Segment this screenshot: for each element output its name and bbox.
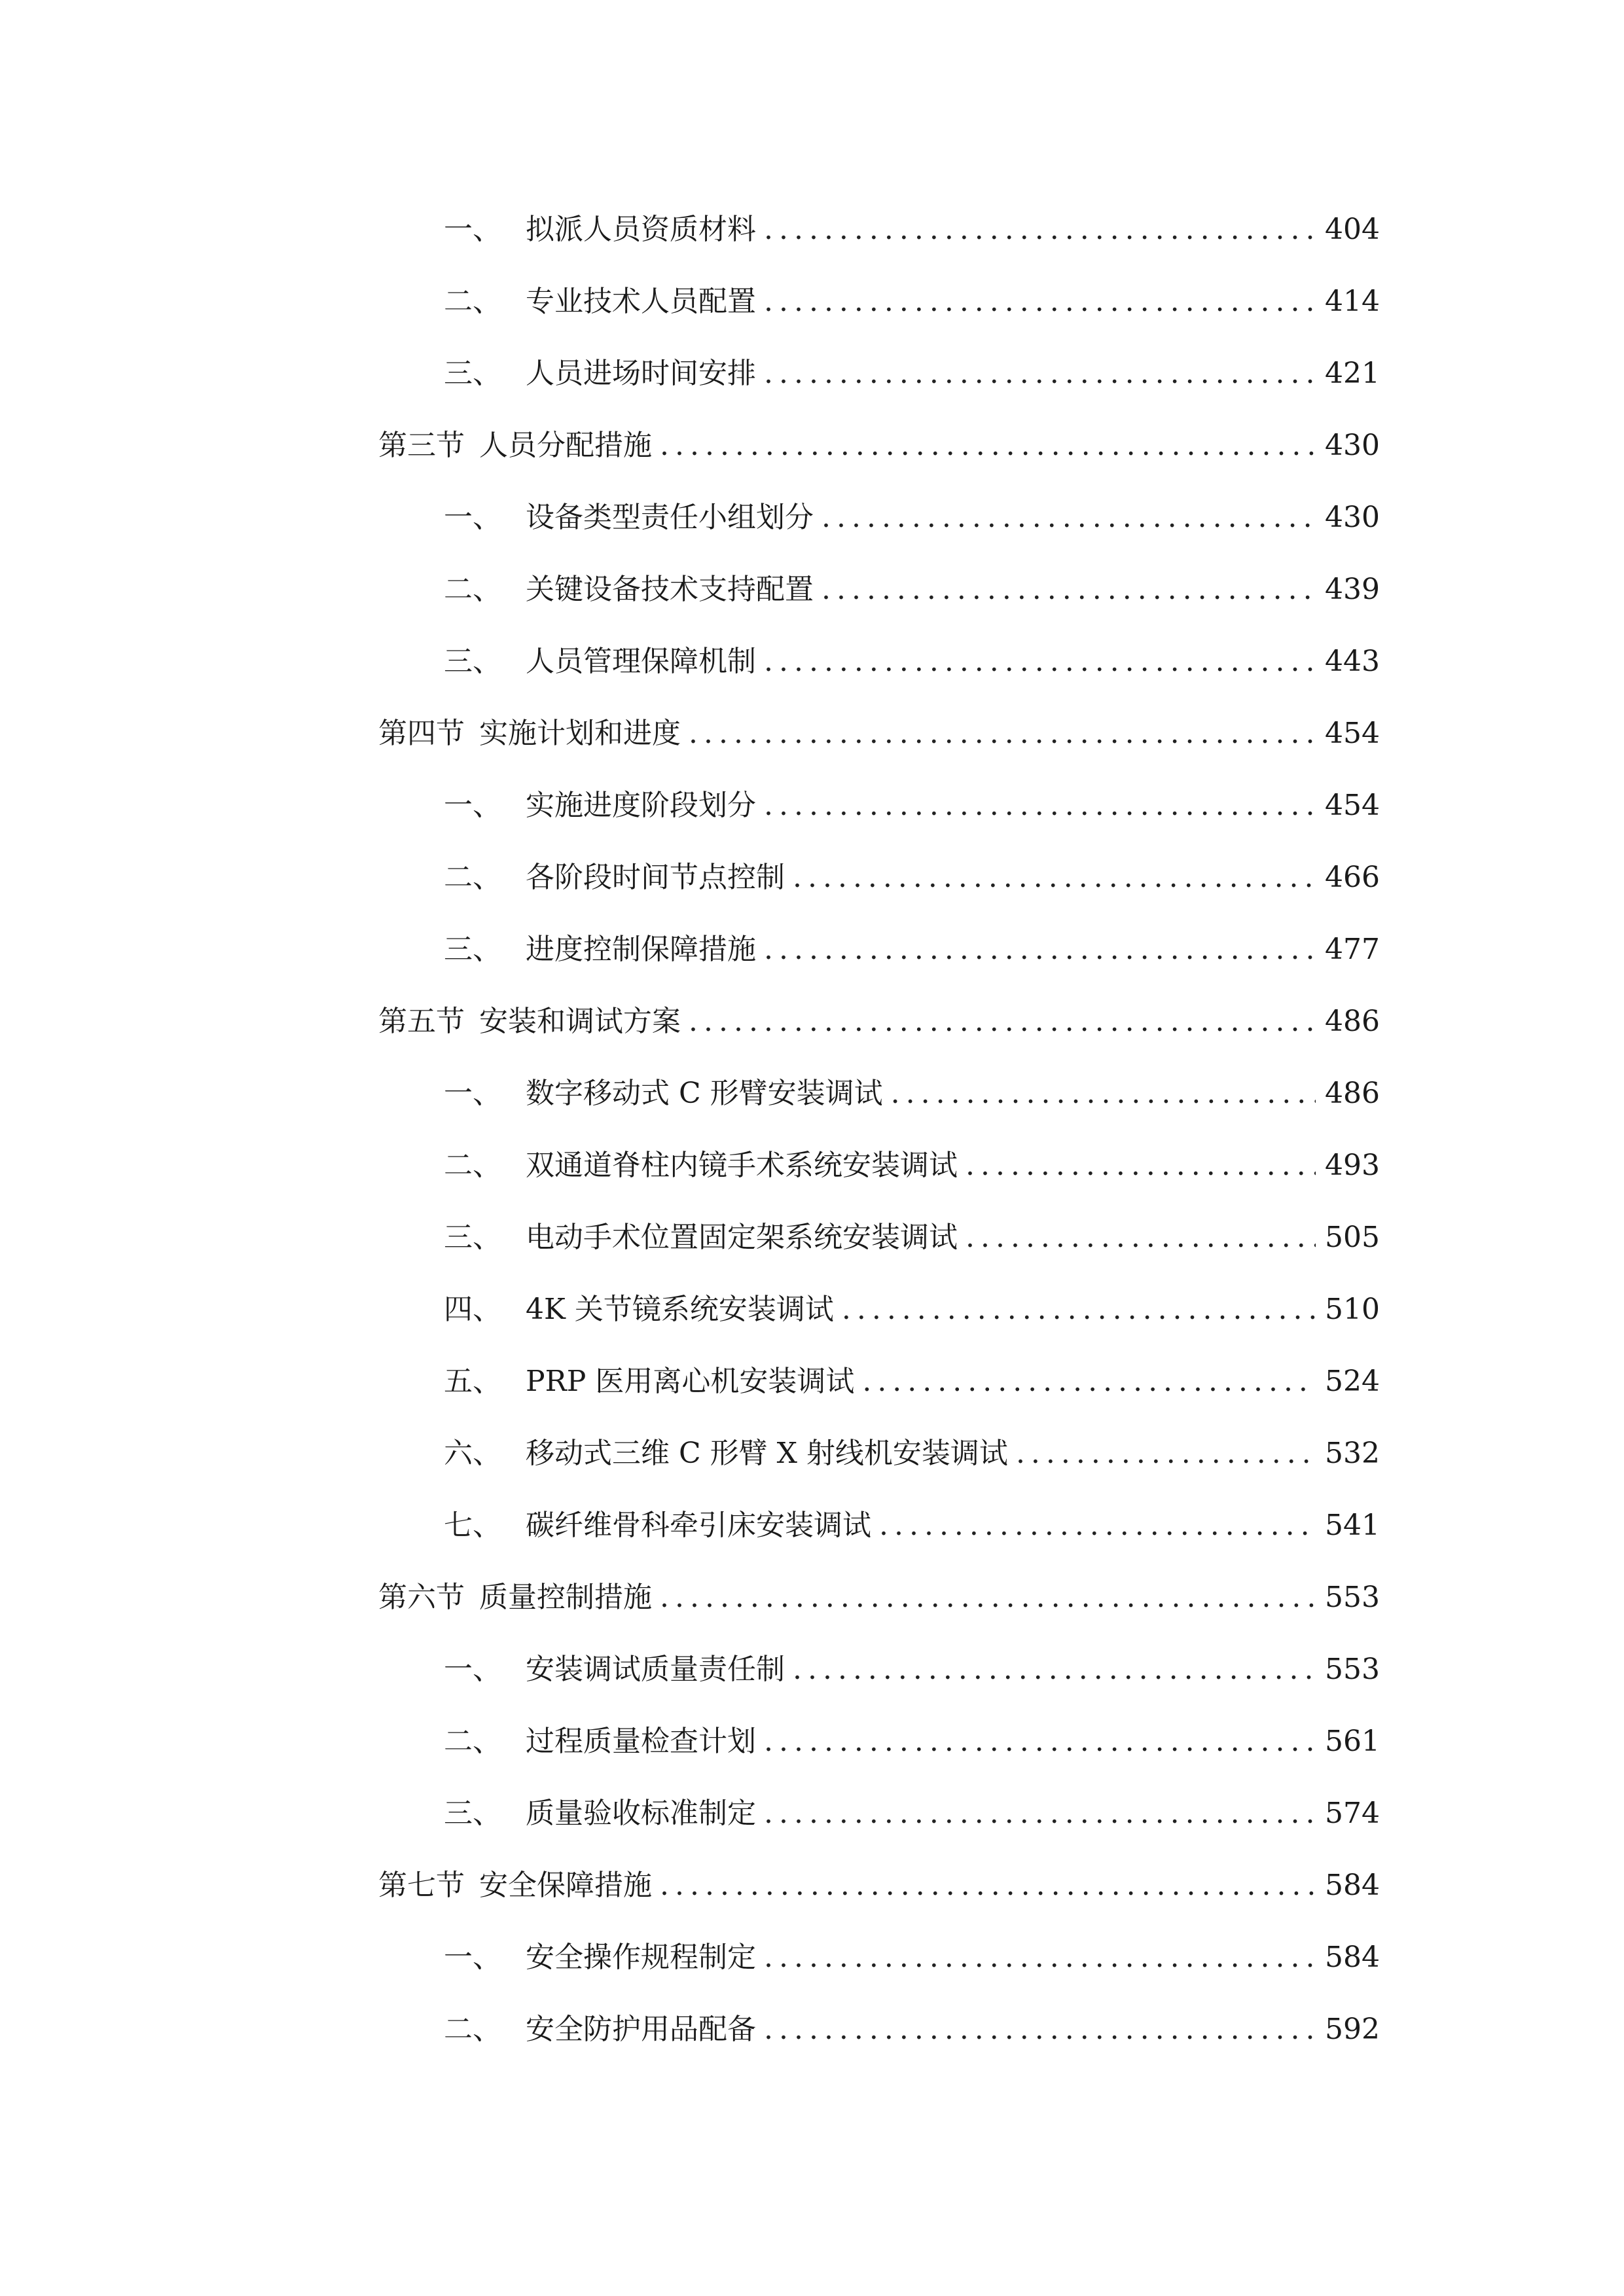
toc-subsection-entry[interactable] (378, 626, 1380, 698)
toc-subsection-entry[interactable] (378, 914, 1380, 986)
toc-subsection-entry[interactable] (378, 770, 1380, 842)
toc-entry-page-number: 574 (1325, 1797, 1380, 1830)
toc-entry-page-number: 524 (1325, 1365, 1380, 1398)
toc-entry-title: 安全防护用品配备 (526, 2013, 756, 2046)
toc-section-entry[interactable] (378, 698, 1380, 770)
toc-dot-leader (764, 1922, 1316, 1994)
toc-entry-page-number: 541 (1325, 1509, 1380, 1542)
toc-entry-number: 二、 (444, 2013, 501, 2046)
toc-subsection-entry[interactable] (378, 338, 1380, 410)
toc-dot-leader (821, 482, 1316, 554)
toc-section-entry[interactable] (378, 986, 1380, 1058)
toc-entry-number: 二、 (444, 1725, 501, 1758)
toc-dot-leader (879, 1490, 1316, 1562)
toc-dot-leader (660, 1562, 1316, 1634)
toc-entry-title: 4K 关节镜系统安装调试 (526, 1293, 834, 1326)
toc-entry-title: 专业技术人员配置 (526, 285, 756, 318)
toc-entry-page-number: 493 (1325, 1149, 1380, 1182)
toc-entry-title: PRP 医用离心机安装调试 (526, 1365, 855, 1398)
toc-entry-number: 二、 (444, 1149, 501, 1182)
toc-dot-leader (793, 842, 1316, 914)
toc-dot-leader (764, 338, 1316, 410)
toc-entry-title: 过程质量检查计划 (526, 1725, 756, 1758)
toc-subsection-entry[interactable] (378, 194, 1380, 266)
toc-entry-number: 三、 (444, 357, 501, 390)
toc-entry-title: 安全操作规程制定 (526, 1941, 756, 1974)
toc-entry-page-number: 510 (1325, 1293, 1380, 1326)
toc-dot-leader (764, 770, 1316, 842)
toc-subsection-entry[interactable] (378, 482, 1380, 554)
toc-section-entry[interactable] (378, 1562, 1380, 1634)
toc-entry-page-number: 454 (1325, 717, 1380, 750)
toc-entry-page-number: 584 (1325, 1941, 1380, 1974)
toc-entry-page-number: 486 (1325, 1005, 1380, 1038)
toc-subsection-entry[interactable] (378, 1634, 1380, 1706)
toc-entry-page-number: 430 (1325, 429, 1380, 462)
toc-entry-page-number: 553 (1325, 1653, 1380, 1686)
toc-entry-page-number: 486 (1325, 1077, 1380, 1110)
toc-subsection-entry[interactable] (378, 1778, 1380, 1850)
toc-entry-number: 七、 (444, 1509, 501, 1542)
toc-dot-leader (764, 1994, 1316, 2066)
toc-dot-leader (1016, 1418, 1316, 1490)
toc-entry-number: 三、 (444, 1797, 501, 1830)
toc-entry-title: 关键设备技术支持配置 (526, 573, 814, 606)
toc-entry-number: 三、 (444, 645, 501, 678)
toc-subsection-entry[interactable] (378, 1130, 1380, 1202)
toc-subsection-entry[interactable] (378, 842, 1380, 914)
toc-dot-leader (689, 698, 1316, 770)
toc-dot-leader (821, 554, 1316, 626)
toc-entry-number: 六、 (444, 1437, 501, 1470)
toc-entry-title: 质量控制措施 (479, 1581, 652, 1614)
toc-entry-number: 一、 (444, 1653, 501, 1686)
toc-dot-leader (842, 1274, 1316, 1346)
toc-entry-number: 二、 (444, 285, 501, 318)
toc-subsection-entry[interactable] (378, 266, 1380, 338)
toc-subsection-entry[interactable] (378, 554, 1380, 626)
toc-subsection-entry[interactable] (378, 1706, 1380, 1778)
toc-dot-leader (764, 1778, 1316, 1850)
toc-entry-page-number: 561 (1325, 1725, 1380, 1758)
toc-subsection-entry[interactable] (378, 1202, 1380, 1274)
toc-entry-page-number: 592 (1325, 2013, 1380, 2046)
toc-dot-leader (764, 266, 1316, 338)
toc-subsection-entry[interactable] (378, 1274, 1380, 1346)
toc-entry-number: 二、 (444, 861, 501, 894)
table-of-contents (378, 194, 1380, 2066)
toc-entry-page-number: 414 (1325, 285, 1380, 318)
toc-dot-leader (891, 1058, 1316, 1130)
toc-entry-number: 二、 (444, 573, 501, 606)
toc-entry-title: 实施计划和进度 (479, 717, 681, 750)
toc-entry-number: 四、 (444, 1293, 501, 1326)
toc-dot-leader (764, 914, 1316, 986)
toc-entry-title: 各阶段时间节点控制 (526, 861, 785, 894)
toc-entry-page-number: 421 (1325, 357, 1380, 390)
toc-entry-page-number: 532 (1325, 1437, 1380, 1470)
toc-entry-title: 拟派人员资质材料 (526, 213, 756, 246)
toc-entry-number: 第六节 (378, 1581, 465, 1614)
toc-entry-number: 一、 (444, 1077, 501, 1110)
toc-dot-leader (764, 1706, 1316, 1778)
toc-entry-page-number: 443 (1325, 645, 1380, 678)
toc-entry-title: 质量验收标准制定 (526, 1797, 756, 1830)
toc-entry-number: 第七节 (378, 1869, 465, 1902)
toc-entry-number: 三、 (444, 1221, 501, 1254)
toc-entry-number: 一、 (444, 789, 501, 822)
toc-entry-page-number: 430 (1325, 501, 1380, 534)
toc-dot-leader (660, 410, 1316, 482)
toc-subsection-entry[interactable] (378, 1418, 1380, 1490)
toc-dot-leader (764, 626, 1316, 698)
toc-subsection-entry[interactable] (378, 1994, 1380, 2066)
toc-entry-number: 一、 (444, 213, 501, 246)
toc-section-entry[interactable] (378, 1850, 1380, 1922)
toc-entry-number: 一、 (444, 501, 501, 534)
toc-dot-leader (965, 1202, 1316, 1274)
toc-entry-page-number: 584 (1325, 1869, 1380, 1902)
toc-dot-leader (793, 1634, 1316, 1706)
toc-entry-title: 进度控制保障措施 (526, 933, 756, 966)
toc-dot-leader (965, 1130, 1316, 1202)
toc-entry-title: 双通道脊柱内镜手术系统安装调试 (526, 1149, 958, 1182)
toc-entry-title: 碳纤维骨科牵引床安装调试 (526, 1509, 871, 1542)
toc-dot-leader (660, 1850, 1316, 1922)
toc-entry-number: 第四节 (378, 717, 465, 750)
toc-entry-number: 第五节 (378, 1005, 465, 1038)
toc-entry-page-number: 553 (1325, 1581, 1380, 1614)
toc-dot-leader (689, 986, 1316, 1058)
toc-section-entry[interactable] (378, 410, 1380, 482)
toc-subsection-entry[interactable] (378, 1346, 1380, 1418)
toc-dot-leader (862, 1346, 1316, 1418)
toc-subsection-entry[interactable] (378, 1058, 1380, 1130)
toc-entry-page-number: 477 (1325, 933, 1380, 966)
toc-entry-title: 人员进场时间安排 (526, 357, 756, 390)
toc-entry-title: 移动式三维 C 形臂 X 射线机安装调试 (526, 1437, 1008, 1470)
toc-entry-number: 三、 (444, 933, 501, 966)
toc-entry-title: 安装和调试方案 (479, 1005, 681, 1038)
toc-entry-title: 电动手术位置固定架系统安装调试 (526, 1221, 958, 1254)
toc-entry-title: 设备类型责任小组划分 (526, 501, 814, 534)
toc-entry-page-number: 404 (1325, 213, 1380, 246)
toc-dot-leader (764, 194, 1316, 266)
toc-entry-number: 一、 (444, 1941, 501, 1974)
toc-entry-number: 五、 (444, 1365, 501, 1398)
toc-subsection-entry[interactable] (378, 1922, 1380, 1994)
toc-entry-page-number: 454 (1325, 789, 1380, 822)
toc-entry-title: 安装调试质量责任制 (526, 1653, 785, 1686)
toc-entry-number: 第三节 (378, 429, 465, 462)
toc-entry-title: 数字移动式 C 形臂安装调试 (526, 1077, 883, 1110)
toc-entry-title: 人员管理保障机制 (526, 645, 756, 678)
toc-entry-title: 人员分配措施 (479, 429, 652, 462)
toc-entry-page-number: 466 (1325, 861, 1380, 894)
toc-entry-page-number: 505 (1325, 1221, 1380, 1254)
toc-subsection-entry[interactable] (378, 1490, 1380, 1562)
toc-entry-title: 安全保障措施 (479, 1869, 652, 1902)
toc-entry-page-number: 439 (1325, 573, 1380, 606)
toc-entry-title: 实施进度阶段划分 (526, 789, 756, 822)
